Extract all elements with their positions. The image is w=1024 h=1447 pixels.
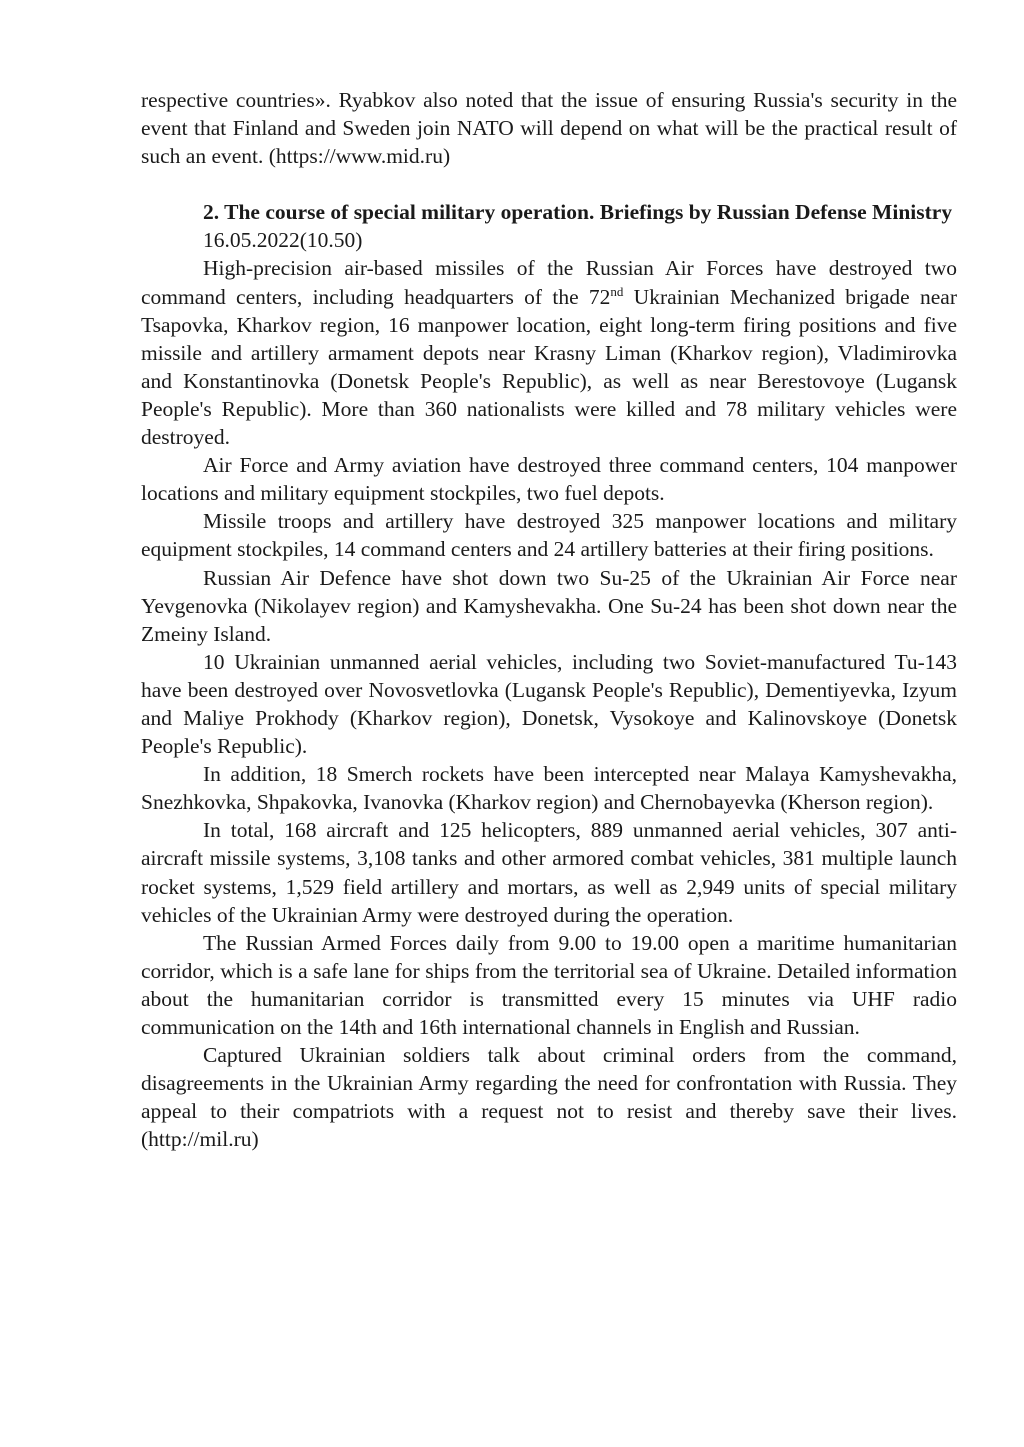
briefing-date: 16.05.2022(10.50) — [203, 228, 363, 253]
intro-paragraph: respective countries». Ryabkov also noted that the issue of ensuring Russia's security in the event that Finland and Sweden join NATO will depend on what will be the practical result of such an event. (https://www.mid.ru) — [141, 88, 957, 169]
section-heading: 2. The course of special military operation. Briefings by Russian Defense Ministry — [203, 200, 953, 225]
ordinal-superscript: nd — [610, 283, 624, 299]
briefing-paragraph-2: Air Force and Army aviation have destroyed three command centers, 104 manpower locations and military equipment stockpiles, two fuel depots. — [141, 453, 957, 506]
briefing-paragraph-1 — [141, 254, 957, 451]
briefing-paragraph-6: In addition, 18 Smerch rockets have been intercepted near Malaya Kamyshevakha, Snezhkovka, Shpakovka, Ivanovka (Kharkov region) and Chernobayevka (Kherson region). — [141, 762, 957, 815]
p1-text-before: High-precision air-based missiles of the Russian Air Forces have destroyed two command centers, including headquarters of the 72 — [141, 256, 957, 309]
briefing-paragraph-8: The Russian Armed Forces daily from 9.00 to 19.00 open a maritime humanitarian corridor, which is a safe lane for ships from the territorial sea of Ukraine. Detailed information about the humanitarian corridor is transmitted every 15 minutes via UHF radio communication on the 14th and 16th international channels in English and Russian. — [141, 930, 957, 1039]
briefing-paragraph-5: 10 Ukrainian unmanned aerial vehicles, including two Soviet-manufactured Tu-143 have been destroyed over Novosvetlovka (Lugansk People's Republic), Dementiyevka, Izyum and Maliye Prokhody (Kharkov region), Donetsk, Vysokoye and Kalinovskoye (Donetsk People's Republic). — [141, 649, 957, 759]
briefing-paragraph-4: Russian Air Defence have shot down two Su-25 of the Ukrainian Air Force near Yevgenovka (Nikolayev region) and Kamyshevakha. One Su-24 has been shot down near the Zmeiny Island. — [141, 565, 957, 646]
briefing-paragraph-9: Captured Ukrainian soldiers talk about criminal orders from the command, disagreements in the Ukrainian Army regarding the need for confrontation with Russia. They appeal to their compatriots with a request not to resist and thereby save their lives. (http://mil.ru) — [141, 1043, 957, 1152]
p1-text-after: Ukrainian Mechanized brigade near Tsapovka, Kharkov region, 16 manpower location, eight long-term firing positions and five missile and artillery armament depots near Krasny Liman (Kharkov region), Vladimirovka and Konstantinovka (Donetsk People's Republic), as well as near Berestovoye (Lugansk People's Republic). More than 360 nationalists were killed and 78 military vehicles were destroyed. — [141, 284, 957, 450]
briefing-paragraph-7: In total, 168 aircraft and 125 helicopters, 889 unmanned aerial vehicles, 307 anti-aircraft missile systems, 3,108 tanks and other armored combat vehicles, 381 multiple launch rocket systems, 1,529 field artillery and mortars, as well as 2,949 units of special military vehicles of the Ukrainian Army were destroyed during the operation. — [141, 818, 957, 927]
document-page — [141, 86, 957, 1153]
briefing-paragraph-3: Missile troops and artillery have destroyed 325 manpower locations and military equipment stockpiles, 14 command centers and 24 artillery batteries at their firing positions. — [141, 509, 957, 562]
